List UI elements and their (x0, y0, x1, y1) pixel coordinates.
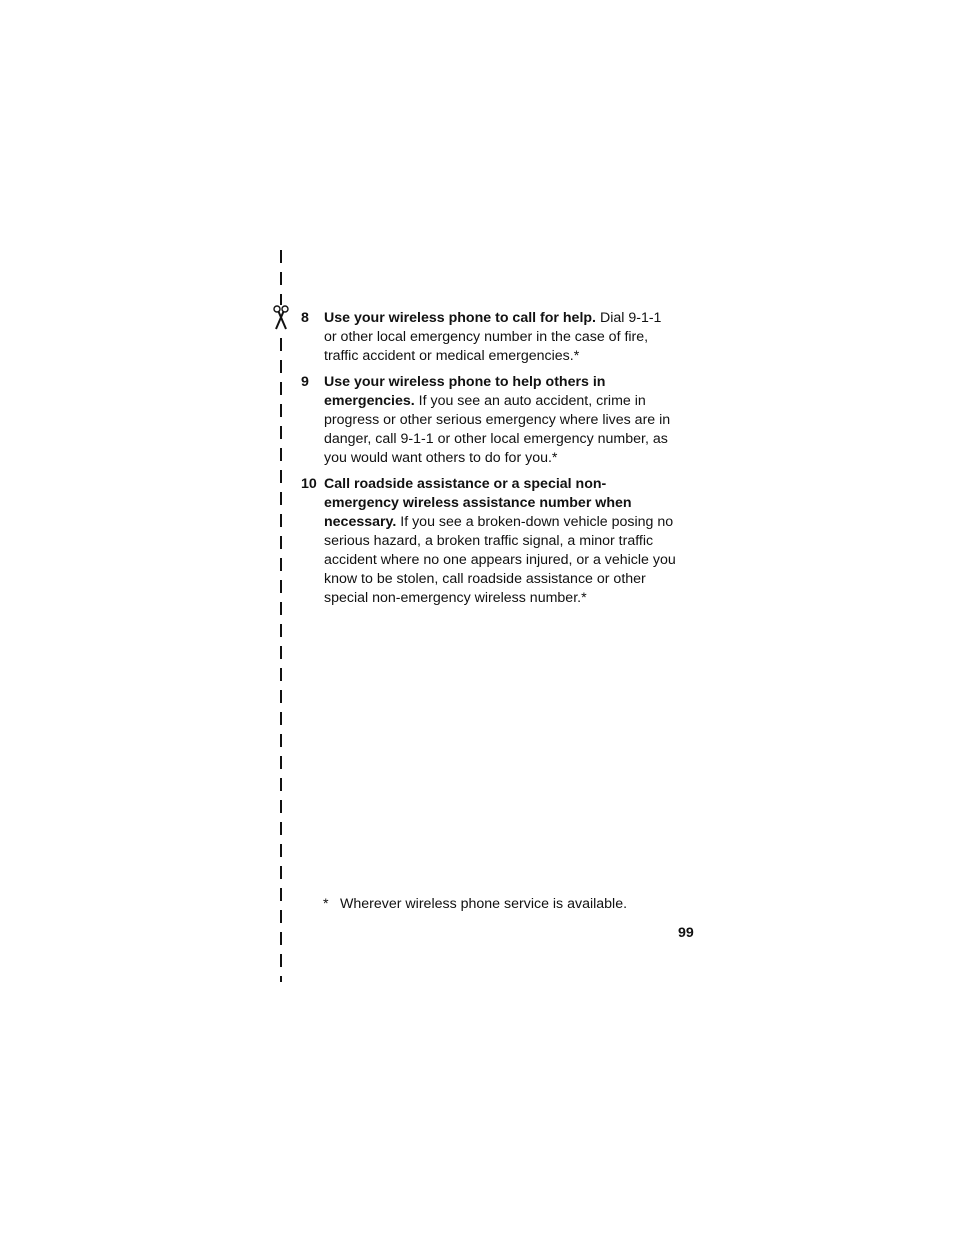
item-body (324, 309, 676, 366)
scissors-icon (272, 305, 290, 331)
item-heading: Call roadside assistance or a special non-emergency wireless assistance number when necessary. (324, 476, 632, 530)
footnote-text: Wherever wireless phone service is available. (340, 896, 628, 912)
item-text: If you see an auto accident, crime in progress or other serious emergency where lives are in danger, call 9-1-1 or other local emergency number, as you would want others to do for you.* (324, 393, 671, 466)
item-number: 9 (301, 374, 309, 390)
item-number: 10 (301, 476, 317, 492)
list-item (301, 373, 681, 468)
page-number: 99 (678, 925, 694, 941)
item-text: If you see a broken-down vehicle posing no serious hazard, a broken traffic signal, a minor traffic accident where no one appears injured, or a vehicle you know to be stolen, call roadside assistance or other special non-emergency wireless number.* (324, 514, 676, 606)
item-heading: Use your wireless phone to call for help. (324, 310, 596, 326)
item-heading: Use your wireless phone to help others in emergencies. (324, 374, 606, 409)
item-text: Dial 9-1-1 or other local emergency number in the case of fire, traffic accident or medical emergencies.* (324, 310, 662, 364)
list-item (301, 309, 681, 366)
footnote (323, 895, 627, 914)
item-number: 8 (301, 310, 309, 326)
item-body (324, 475, 676, 608)
list-item (301, 475, 681, 608)
item-body (324, 373, 676, 468)
safety-tips-list (301, 309, 681, 615)
cut-line (280, 250, 282, 982)
footnote-mark: * (323, 896, 329, 912)
